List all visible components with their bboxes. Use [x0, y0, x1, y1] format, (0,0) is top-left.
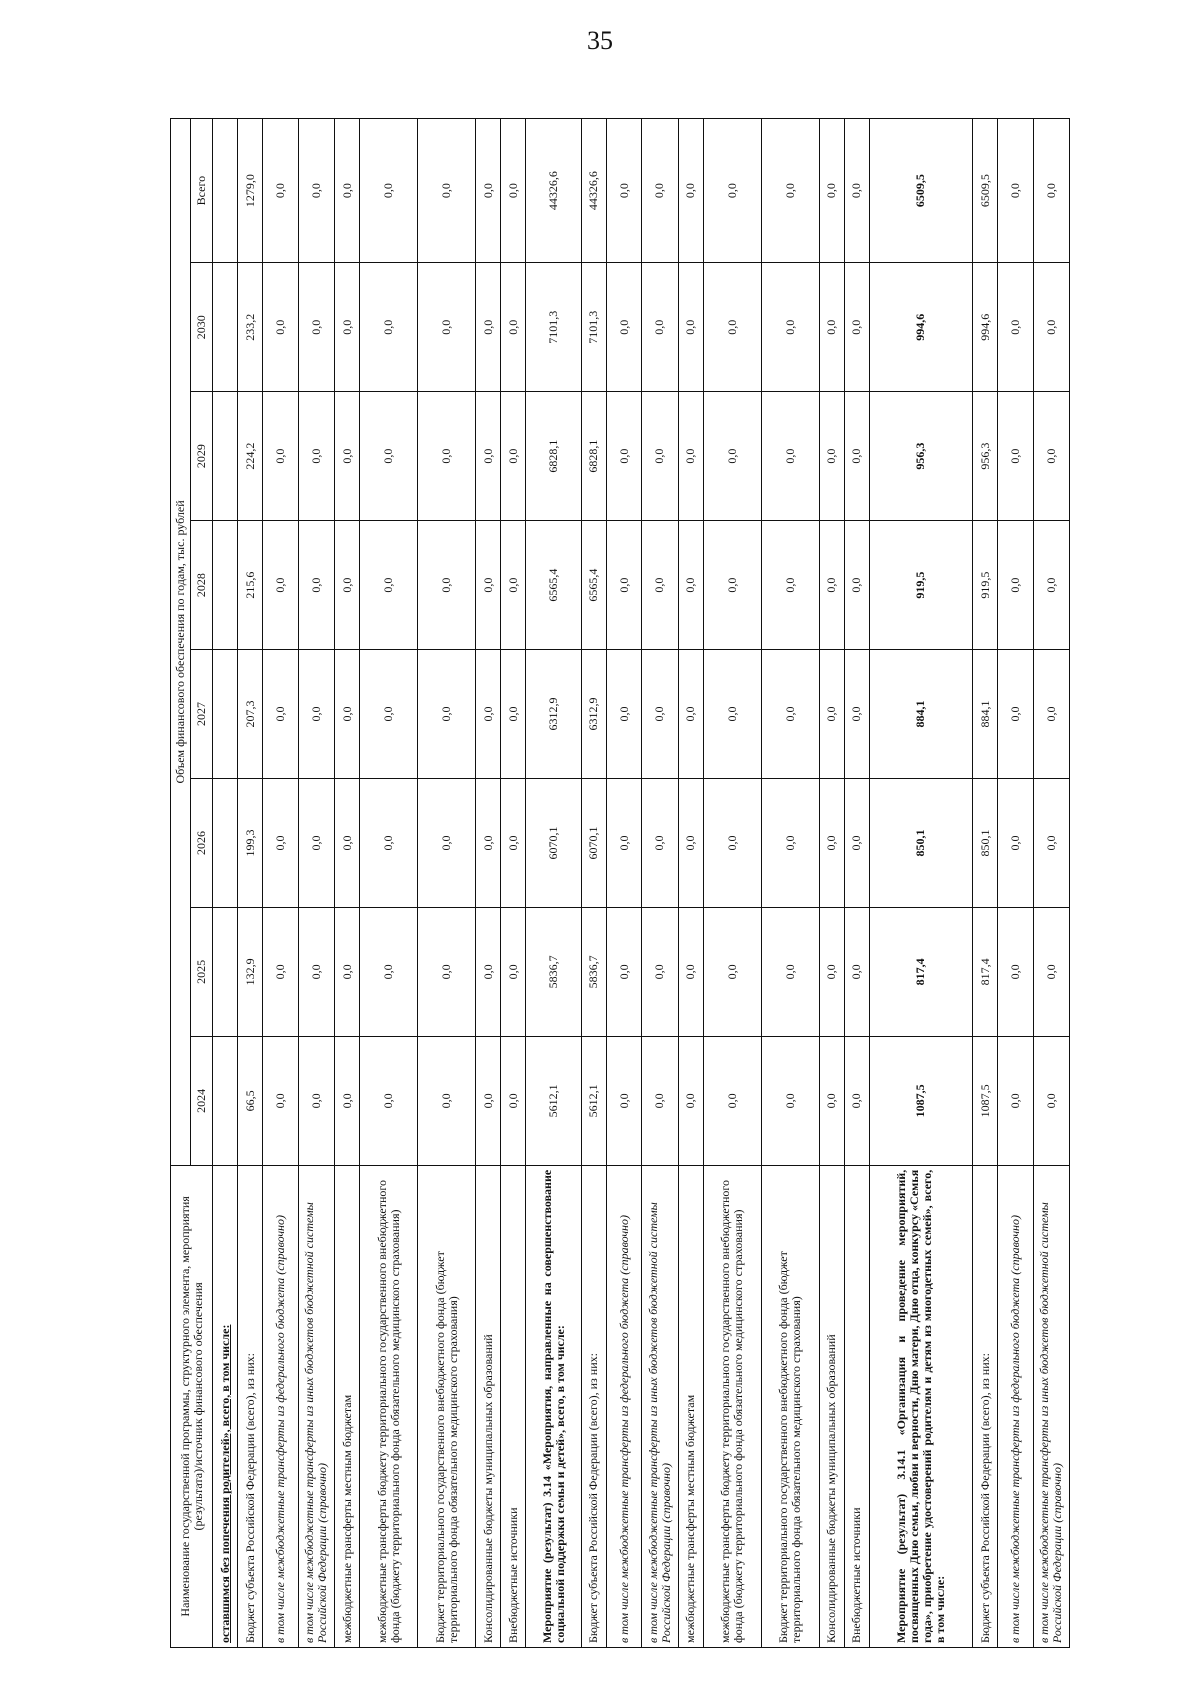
cell-Всего: 0,0	[298, 119, 334, 263]
cell-2024: 0,0	[418, 1036, 476, 1165]
table-row	[418, 119, 476, 1648]
cell-2028: 0,0	[1033, 521, 1070, 650]
cell-2029: 0,0	[606, 392, 641, 521]
row-label: Консолидированные бюджеты муниципальных образований	[819, 1165, 844, 1647]
table-row	[526, 119, 581, 1648]
cell-2026: 0,0	[844, 778, 869, 907]
cell-2026: 850,1	[973, 778, 998, 907]
cell-Всего: 44326,6	[581, 119, 606, 263]
cell-2025: 0,0	[678, 907, 703, 1036]
cell-2024: 0,0	[334, 1036, 359, 1165]
cell-2029: 0,0	[475, 392, 500, 521]
cell-2024: 0,0	[475, 1036, 500, 1165]
row-label: межбюджетные трансферты бюджету территориального государственного внебюджетного фонда (бюджету территориального фонда обязательного медицинского страхования)	[360, 1165, 418, 1647]
rotated-table-frame	[170, 118, 1070, 1648]
row-label: Бюджет субъекта Российской Федерации (всего), из них:	[238, 1165, 263, 1647]
cell-2026: 0,0	[761, 778, 819, 907]
cell-2027: 884,1	[869, 650, 972, 779]
cell-2026: 0,0	[703, 778, 761, 907]
cell-2027: 0,0	[642, 650, 678, 779]
cell-2025: 0,0	[844, 907, 869, 1036]
cell-2029: 0,0	[819, 392, 844, 521]
cell-2028: 6565,4	[581, 521, 606, 650]
cell-2029: 0,0	[678, 392, 703, 521]
cell-2026: 6070,1	[526, 778, 581, 907]
cell-2030: 0,0	[360, 263, 418, 392]
cell-2028: 919,5	[973, 521, 998, 650]
cell-2024: 1087,5	[973, 1036, 998, 1165]
cell-2024: 0,0	[819, 1036, 844, 1165]
cell-2029: 0,0	[418, 392, 476, 521]
cell-Всего: 44326,6	[526, 119, 581, 263]
header-year-5: 2029	[191, 392, 213, 521]
cell-2026: 0,0	[606, 778, 641, 907]
cell-2029: 0,0	[360, 392, 418, 521]
cell-Всего: 1279,0	[238, 119, 263, 263]
cell-2026: 0,0	[263, 778, 298, 907]
cell-2029: 956,3	[869, 392, 972, 521]
cell-2024: 0,0	[678, 1036, 703, 1165]
cell-2030: 994,6	[973, 263, 998, 392]
cell-2027: 6312,9	[581, 650, 606, 779]
cell-2028: 0,0	[360, 521, 418, 650]
cell-2025: 817,4	[869, 907, 972, 1036]
cell-2029: 224,2	[238, 392, 263, 521]
cell-2025: 5836,7	[581, 907, 606, 1036]
cell-2024: 0,0	[844, 1036, 869, 1165]
cell-2027: 0,0	[298, 650, 334, 779]
cell-2029: 6828,1	[526, 392, 581, 521]
cell-2025: 5836,7	[526, 907, 581, 1036]
cell-2029: 0,0	[334, 392, 359, 521]
cell-2026: 0,0	[819, 778, 844, 907]
cell-2030: 0,0	[819, 263, 844, 392]
cell-Всего: 0,0	[501, 119, 526, 263]
cell-Всего: 6509,5	[973, 119, 998, 263]
cell-2030: 0,0	[844, 263, 869, 392]
cell-2028: 215,6	[238, 521, 263, 650]
cell-2029: 0,0	[703, 392, 761, 521]
cell-2028: 0,0	[475, 521, 500, 650]
table-row	[642, 119, 678, 1648]
cell-Всего: 0,0	[844, 119, 869, 263]
cell-2027: 0,0	[1033, 650, 1070, 779]
cell-2030: 0,0	[703, 263, 761, 392]
cell-2026	[213, 778, 238, 907]
cell-2029: 956,3	[973, 392, 998, 521]
row-label: Мероприятие (результат) 3.14.1 «Организация и проведение мероприятий, посвященных Дню семьи, любви и верности, Дню матери, Дню отца, конкурсу «Семья года», приобретение удостоверений родителям и детям из многодетных семей», всего, в том числе:	[869, 1165, 972, 1647]
row-label: в том числе межбюджетные трансферты из иных бюджетов бюджетной системы Российской Федерации (справочно)	[1033, 1165, 1070, 1647]
cell-Всего: 0,0	[703, 119, 761, 263]
table-row	[263, 119, 298, 1648]
cell-2028: 0,0	[606, 521, 641, 650]
cell-2024: 0,0	[998, 1036, 1033, 1165]
cell-2030: 0,0	[678, 263, 703, 392]
cell-2025: 817,4	[973, 907, 998, 1036]
cell-2027: 0,0	[501, 650, 526, 779]
cell-2028	[213, 521, 238, 650]
cell-2027: 0,0	[475, 650, 500, 779]
cell-2025: 0,0	[642, 907, 678, 1036]
financing-table	[170, 118, 1070, 1648]
cell-2030: 0,0	[606, 263, 641, 392]
row-label: в том числе межбюджетные трансферты из иных бюджетов бюджетной системы Российской Федерации (справочно)	[642, 1165, 678, 1647]
cell-2028: 919,5	[869, 521, 972, 650]
row-label: межбюджетные трансферты бюджету территориального государственного внебюджетного фонда (бюджету территориального фонда обязательного медицинского страхования)	[703, 1165, 761, 1647]
cell-2028: 6565,4	[526, 521, 581, 650]
page-number: 35	[587, 26, 613, 55]
row-label: Бюджет субъекта Российской Федерации (всего), из них:	[973, 1165, 998, 1647]
cell-2025: 0,0	[819, 907, 844, 1036]
cell-2028: 0,0	[263, 521, 298, 650]
cell-Всего: 0,0	[418, 119, 476, 263]
header-year-1: 2025	[191, 907, 213, 1036]
table-row	[844, 119, 869, 1648]
cell-2027	[213, 650, 238, 779]
cell-2027: 0,0	[263, 650, 298, 779]
cell-2026: 199,3	[238, 778, 263, 907]
cell-2025: 0,0	[360, 907, 418, 1036]
cell-Всего: 0,0	[819, 119, 844, 263]
cell-2027: 207,3	[238, 650, 263, 779]
cell-2026: 0,0	[678, 778, 703, 907]
row-label: Внебюджетные источники	[844, 1165, 869, 1647]
cell-2025: 0,0	[501, 907, 526, 1036]
table-row	[475, 119, 500, 1648]
cell-2026: 0,0	[334, 778, 359, 907]
cell-2024: 0,0	[501, 1036, 526, 1165]
cell-2028: 0,0	[678, 521, 703, 650]
cell-2030: 0,0	[501, 263, 526, 392]
cell-Всего: 0,0	[475, 119, 500, 263]
header-name-col: Наименование государственной программы, структурного элемента, мероприятия (результата)/источник финансового обеспечения	[171, 1165, 213, 1647]
cell-2025: 0,0	[606, 907, 641, 1036]
table-body	[213, 119, 1070, 1648]
cell-2029: 0,0	[761, 392, 819, 521]
cell-2026: 0,0	[642, 778, 678, 907]
cell-2030: 7101,3	[526, 263, 581, 392]
cell-2024: 5612,1	[581, 1036, 606, 1165]
cell-2027: 0,0	[761, 650, 819, 779]
cell-2024	[213, 1036, 238, 1165]
cell-2030: 0,0	[642, 263, 678, 392]
table-row	[869, 119, 972, 1648]
cell-2029: 0,0	[998, 392, 1033, 521]
cell-2029	[213, 392, 238, 521]
table-row	[998, 119, 1033, 1648]
row-label: Мероприятие (результат) 3.14 «Мероприятия, направленные на совершенствование социальной поддержки семьи и детей», всего, в том числе:	[526, 1165, 581, 1647]
cell-2027: 0,0	[678, 650, 703, 779]
row-label: Бюджет территориального государственного внебюджетного фонда (бюджет территориального фонда обязательного медицинского страхования)	[761, 1165, 819, 1647]
row-label: межбюджетные трансферты местным бюджетам	[678, 1165, 703, 1647]
table-row	[581, 119, 606, 1648]
cell-2025: 0,0	[418, 907, 476, 1036]
cell-2024: 0,0	[360, 1036, 418, 1165]
cell-2030: 0,0	[475, 263, 500, 392]
cell-Всего: 0,0	[360, 119, 418, 263]
cell-2030: 0,0	[761, 263, 819, 392]
cell-2029: 0,0	[844, 392, 869, 521]
cell-2025: 132,9	[238, 907, 263, 1036]
cell-2024: 0,0	[703, 1036, 761, 1165]
header-year-4: 2028	[191, 521, 213, 650]
cell-2030: 7101,3	[581, 263, 606, 392]
cell-2026: 0,0	[1033, 778, 1070, 907]
table-row	[238, 119, 263, 1648]
row-label: межбюджетные трансферты местным бюджетам	[334, 1165, 359, 1647]
cell-2028: 0,0	[819, 521, 844, 650]
table-row	[334, 119, 359, 1648]
cell-2028: 0,0	[418, 521, 476, 650]
cell-Всего: 0,0	[263, 119, 298, 263]
cell-2025: 0,0	[334, 907, 359, 1036]
cell-2028: 0,0	[761, 521, 819, 650]
cell-2024: 0,0	[263, 1036, 298, 1165]
cell-2028: 0,0	[998, 521, 1033, 650]
row-label: в том числе межбюджетные трансферты из федерального бюджета (справочно)	[263, 1165, 298, 1647]
cell-2029: 0,0	[298, 392, 334, 521]
cell-Всего: 6509,5	[869, 119, 972, 263]
cell-2028: 0,0	[642, 521, 678, 650]
row-label: в том числе межбюджетные трансферты из федерального бюджета (справочно)	[998, 1165, 1033, 1647]
cell-2029: 0,0	[1033, 392, 1070, 521]
header-row-1	[171, 119, 191, 1648]
cell-2029: 0,0	[263, 392, 298, 521]
cell-Всего: 0,0	[761, 119, 819, 263]
cell-2028: 0,0	[844, 521, 869, 650]
cell-2029: 6828,1	[581, 392, 606, 521]
cell-2026: 0,0	[501, 778, 526, 907]
cell-Всего: 0,0	[1033, 119, 1070, 263]
cell-2026: 6070,1	[581, 778, 606, 907]
cell-2028: 0,0	[334, 521, 359, 650]
cell-2027: 0,0	[998, 650, 1033, 779]
cell-2024: 0,0	[1033, 1036, 1070, 1165]
cell-2027: 0,0	[703, 650, 761, 779]
header-year-3: 2027	[191, 650, 213, 779]
cell-2026: 850,1	[869, 778, 972, 907]
cell-2025	[213, 907, 238, 1036]
cell-2027: 884,1	[973, 650, 998, 779]
cell-2028: 0,0	[501, 521, 526, 650]
cell-2030: 0,0	[334, 263, 359, 392]
table-row	[973, 119, 998, 1648]
cell-2025: 0,0	[703, 907, 761, 1036]
cell-2027: 0,0	[844, 650, 869, 779]
row-label: оставшимся без попечения родителей», всего, в том числе:	[213, 1165, 238, 1647]
table-row	[1033, 119, 1070, 1648]
header-year-6: 2030	[191, 263, 213, 392]
header-group-label: Объем финансового обеспечения по годам, тыс. рублей	[171, 119, 191, 1166]
cell-2024: 0,0	[761, 1036, 819, 1165]
cell-2029: 0,0	[501, 392, 526, 521]
cell-2026: 0,0	[418, 778, 476, 907]
cell-2024: 66,5	[238, 1036, 263, 1165]
row-label: Консолидированные бюджеты муниципальных образований	[475, 1165, 500, 1647]
cell-2030: 233,2	[238, 263, 263, 392]
cell-2026: 0,0	[475, 778, 500, 907]
cell-2025: 0,0	[998, 907, 1033, 1036]
table-row	[703, 119, 761, 1648]
header-year-2: 2026	[191, 778, 213, 907]
cell-2024: 0,0	[606, 1036, 641, 1165]
rotated-table-box	[170, 118, 1070, 1648]
table-row	[678, 119, 703, 1648]
row-label: в том числе межбюджетные трансферты из иных бюджетов бюджетной системы Российской Федерации (справочно)	[298, 1165, 334, 1647]
cell-2025: 0,0	[1033, 907, 1070, 1036]
cell-2025: 0,0	[761, 907, 819, 1036]
cell-Всего: 0,0	[334, 119, 359, 263]
cell-2026: 0,0	[298, 778, 334, 907]
cell-2027: 0,0	[334, 650, 359, 779]
cell-2024: 0,0	[642, 1036, 678, 1165]
cell-Всего: 0,0	[642, 119, 678, 263]
cell-2026: 0,0	[360, 778, 418, 907]
row-label: Внебюджетные источники	[501, 1165, 526, 1647]
table-row	[819, 119, 844, 1648]
cell-2024: 5612,1	[526, 1036, 581, 1165]
cell-2025: 0,0	[298, 907, 334, 1036]
header-year-7: Всего	[191, 119, 213, 263]
table-row	[298, 119, 334, 1648]
cell-2029: 0,0	[642, 392, 678, 521]
cell-2030	[213, 263, 238, 392]
row-label: в том числе межбюджетные трансферты из федерального бюджета (справочно)	[606, 1165, 641, 1647]
row-label: Бюджет субъекта Российской Федерации (всего), из них:	[581, 1165, 606, 1647]
cell-Всего	[213, 119, 238, 263]
cell-Всего: 0,0	[998, 119, 1033, 263]
cell-2027: 0,0	[418, 650, 476, 779]
cell-2030: 0,0	[998, 263, 1033, 392]
cell-2027: 0,0	[360, 650, 418, 779]
table-row	[761, 119, 819, 1648]
cell-2028: 0,0	[703, 521, 761, 650]
table-row	[606, 119, 641, 1648]
header-year-0: 2024	[191, 1036, 213, 1165]
cell-2030: 0,0	[298, 263, 334, 392]
cell-Всего: 0,0	[678, 119, 703, 263]
cell-2024: 1087,5	[869, 1036, 972, 1165]
cell-2030: 994,6	[869, 263, 972, 392]
cell-2028: 0,0	[298, 521, 334, 650]
cell-2027: 6312,9	[526, 650, 581, 779]
cell-2030: 0,0	[263, 263, 298, 392]
table-row	[213, 119, 238, 1648]
cell-2030: 0,0	[1033, 263, 1070, 392]
cell-2024: 0,0	[298, 1036, 334, 1165]
cell-2027: 0,0	[606, 650, 641, 779]
cell-2030: 0,0	[418, 263, 476, 392]
cell-2026: 0,0	[998, 778, 1033, 907]
cell-Всего: 0,0	[606, 119, 641, 263]
table-row	[501, 119, 526, 1648]
cell-2027: 0,0	[819, 650, 844, 779]
cell-2025: 0,0	[263, 907, 298, 1036]
row-label: Бюджет территориального государственного внебюджетного фонда (бюджет территориального фонда обязательного медицинского страхования)	[418, 1165, 476, 1647]
cell-2025: 0,0	[475, 907, 500, 1036]
table-row	[360, 119, 418, 1648]
